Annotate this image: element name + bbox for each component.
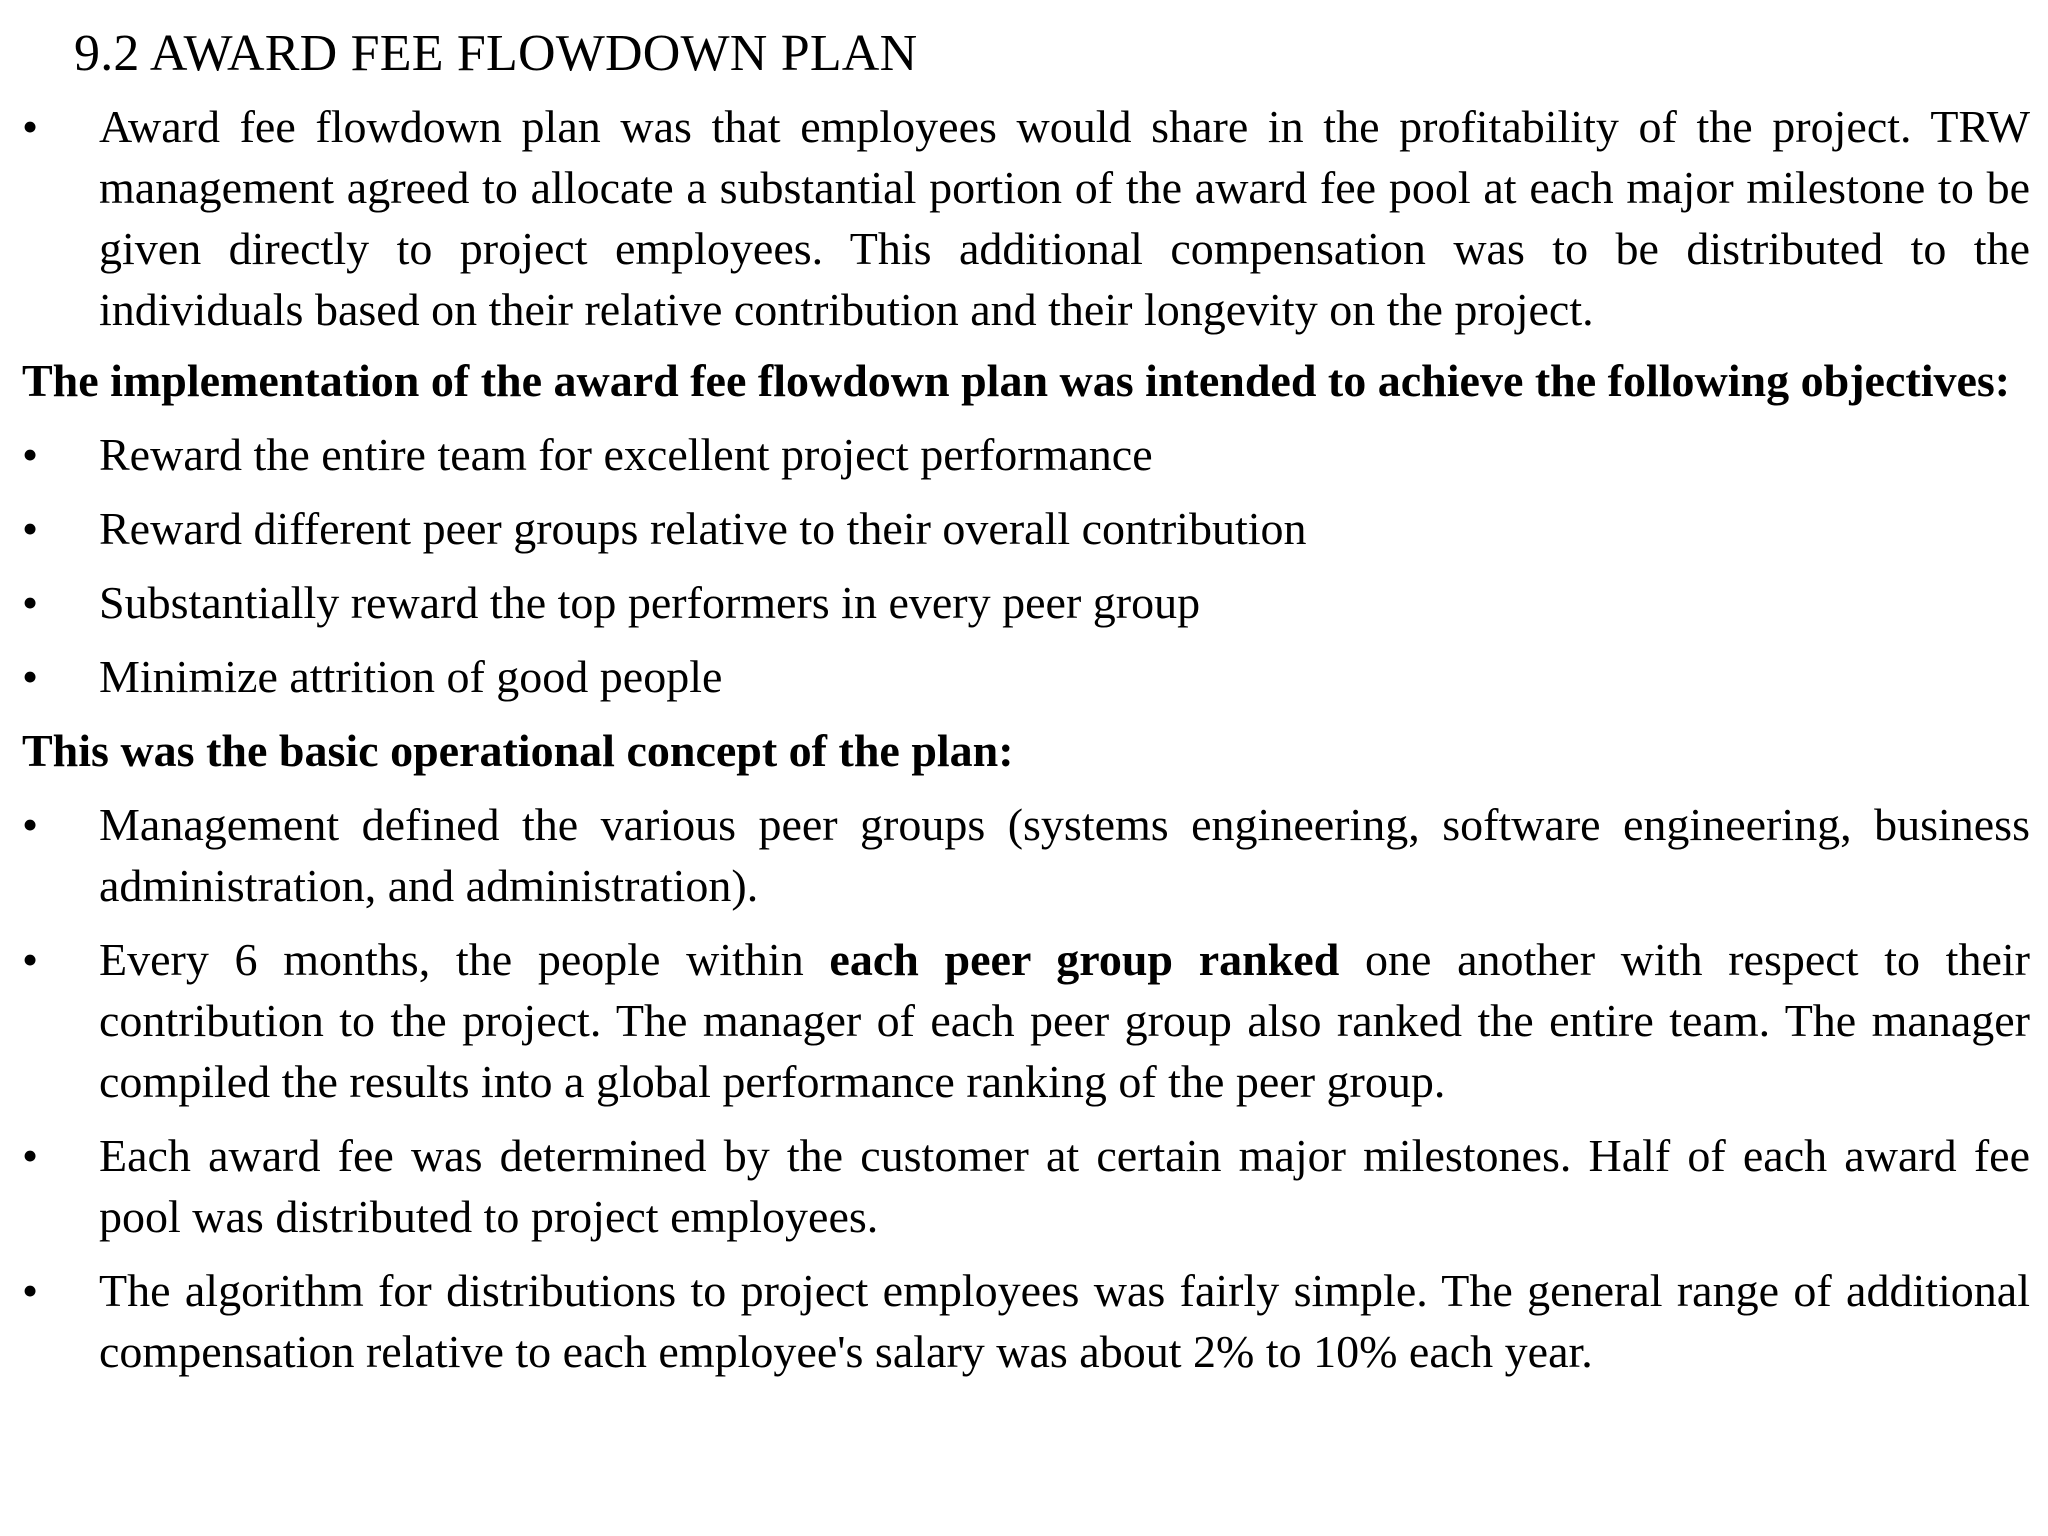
objective-text: Reward the entire team for excellent project performance [99,429,1153,480]
bullet-icon: • [22,503,39,554]
bullet-icon: • [22,101,39,152]
intro-text: Award fee flowdown plan was that employees would share in the profitability of the project. TRW management agreed to allocate a substantial portion of the award fee pool at each major milestone to be given directly to project employees. This additional compensation was to be distributed to the individuals based on their relative contribution and their longevity on the project. [99,101,2030,335]
bullet-icon: • [22,577,39,628]
bullet-icon: • [22,1130,39,1181]
list-item [22,1125,2030,1247]
bullet-icon: • [22,651,39,702]
list-item [22,646,2030,707]
list-item [22,96,2030,340]
list-item [22,794,2030,916]
page-title: 9.2 AWARD FEE FLOWDOWN PLAN [74,25,918,82]
concept-text: The algorithm for distributions to project employees was fairly simple. The general range of additional compensation relative to each employee's salary was about 2% to 10% each year. [99,1265,2030,1377]
concept-text-emphasis: each peer group ranked [829,934,1340,985]
intro-bullet-list [22,96,2030,340]
list-item [22,929,2030,1112]
concept-text: Management defined the various peer groups (systems engineering, software engineering, business administration, and administration). [99,799,2030,911]
concept-text: Each award fee was determined by the customer at certain major milestones. Half of each award fee pool was distributed to project employees. [99,1130,2030,1242]
list-item [22,498,2030,559]
bullet-icon: • [22,1265,39,1316]
concept-text-after: one another with respect to their contribution to the project. The manager of each peer group also ranked the entire team. The manager compiled the results into a global performance ranking of the peer group. [99,934,2030,1107]
objective-text: Reward different peer groups relative to their overall contribution [99,503,1307,554]
list-item [22,572,2030,633]
bullet-icon: • [22,429,39,480]
concept-list [22,794,2030,1382]
concept-text-before: Every 6 months, the people within [99,934,830,985]
list-item [22,1260,2030,1382]
objective-text: Minimize attrition of good people [99,651,723,702]
list-item [22,424,2030,485]
bullet-icon: • [22,799,39,850]
bullet-icon: • [22,934,39,985]
concept-heading: This was the basic operational concept of the plan: [22,725,1014,776]
objectives-list [22,424,2030,707]
objectives-heading: The implementation of the award fee flowdown plan was intended to achieve the following objectives: [22,355,2011,406]
document-page [22,20,2030,1395]
objective-text: Substantially reward the top performers in every peer group [99,577,1201,628]
